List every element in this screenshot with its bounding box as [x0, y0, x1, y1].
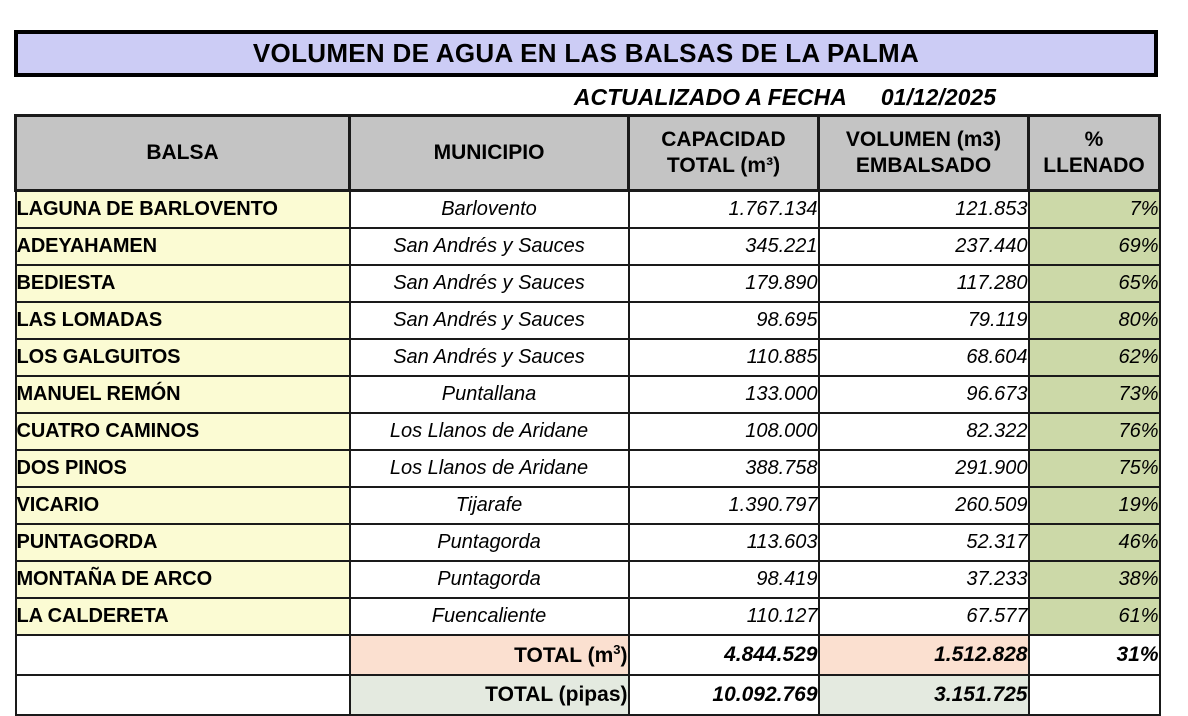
table-row: [16, 598, 1160, 635]
table-row: [16, 376, 1160, 413]
reservoir-volume-table: [14, 114, 1161, 716]
cell-municipio: Tijarafe: [350, 487, 629, 524]
table-row: [16, 561, 1160, 598]
total-label-text: TOTAL (m: [514, 644, 614, 667]
updated-row: [14, 82, 1158, 112]
column-header-municipio: [350, 116, 629, 191]
column-header-volumen-line1: VOLUMEN (m3): [845, 128, 1002, 152]
cell-municipio: Barlovento: [350, 191, 629, 229]
cell-porcentaje: 61%: [1029, 598, 1160, 635]
cell-balsa: ADEYAHAMEN: [16, 228, 350, 265]
table-row: [16, 487, 1160, 524]
cell-balsa: VICARIO: [16, 487, 350, 524]
total-capacidad: 4.844.529: [629, 635, 819, 675]
total-label: [350, 635, 629, 675]
cell-porcentaje: 69%: [1029, 228, 1160, 265]
cell-municipio: Fuencaliente: [350, 598, 629, 635]
total-row-spacer: [16, 635, 350, 675]
cell-porcentaje: 65%: [1029, 265, 1160, 302]
cell-volumen: 117.280: [819, 265, 1029, 302]
cell-municipio: San Andrés y Sauces: [350, 265, 629, 302]
cell-balsa: LAGUNA DE BARLOVENTO: [16, 191, 350, 229]
cell-capacidad: 1.390.797: [629, 487, 819, 524]
cell-porcentaje: 76%: [1029, 413, 1160, 450]
total-row: [16, 675, 1160, 715]
cell-porcentaje: 19%: [1029, 487, 1160, 524]
cell-volumen: 67.577: [819, 598, 1029, 635]
cell-porcentaje: 46%: [1029, 524, 1160, 561]
table-row: [16, 228, 1160, 265]
column-header-volumen: [819, 116, 1029, 191]
table-row: [16, 191, 1160, 229]
cell-municipio: San Andrés y Sauces: [350, 302, 629, 339]
cell-balsa: CUATRO CAMINOS: [16, 413, 350, 450]
table-row: [16, 265, 1160, 302]
column-header-porcentaje-line2: LLENADO: [1043, 154, 1145, 177]
total-label: TOTAL (pipas): [350, 675, 629, 715]
cell-volumen: 52.317: [819, 524, 1029, 561]
cell-porcentaje: 75%: [1029, 450, 1160, 487]
column-header-balsa: [16, 116, 350, 191]
cell-municipio: San Andrés y Sauces: [350, 339, 629, 376]
cell-municipio: Puntagorda: [350, 561, 629, 598]
title-banner: [14, 30, 1158, 77]
cell-municipio: San Andrés y Sauces: [350, 228, 629, 265]
page-title: VOLUMEN DE AGUA EN LAS BALSAS DE LA PALMA: [252, 38, 920, 68]
cell-porcentaje: 38%: [1029, 561, 1160, 598]
column-header-capacidad-line1: CAPACIDAD: [661, 128, 786, 152]
cell-municipio: Puntallana: [350, 376, 629, 413]
column-header-porcentaje-line1: %: [1084, 128, 1104, 152]
total-label-close: ): [620, 644, 628, 667]
cell-balsa: DOS PINOS: [16, 450, 350, 487]
column-header-balsa-label: BALSA: [146, 141, 219, 165]
cell-municipio: Los Llanos de Aridane: [350, 450, 629, 487]
column-header-capacidad-line2: TOTAL (m³): [666, 154, 781, 177]
cell-municipio: Puntagorda: [350, 524, 629, 561]
cell-volumen: 121.853: [819, 191, 1029, 229]
column-header-municipio-label: MUNICIPIO: [433, 141, 545, 165]
table-row: [16, 450, 1160, 487]
table-header-row: [16, 116, 1160, 191]
total-volumen: 1.512.828: [819, 635, 1029, 675]
updated-date: 01/12/2025: [880, 83, 996, 110]
column-header-volumen-line2: EMBALSADO: [855, 154, 992, 177]
cell-volumen: 291.900: [819, 450, 1029, 487]
cell-volumen: 37.233: [819, 561, 1029, 598]
cell-balsa: MONTAÑA DE ARCO: [16, 561, 350, 598]
table-row: [16, 413, 1160, 450]
cell-capacidad: 108.000: [629, 413, 819, 450]
total-row: [16, 635, 1160, 675]
total-capacidad: 10.092.769: [629, 675, 819, 715]
cell-capacidad: 98.695: [629, 302, 819, 339]
data-table-wrapper: [14, 114, 1158, 716]
updated-label: ACTUALIZADO A FECHA: [573, 83, 847, 110]
cell-volumen: 68.604: [819, 339, 1029, 376]
cell-volumen: 82.322: [819, 413, 1029, 450]
cell-balsa: LAS LOMADAS: [16, 302, 350, 339]
cell-balsa: MANUEL REMÓN: [16, 376, 350, 413]
cell-capacidad: 1.767.134: [629, 191, 819, 229]
cell-balsa: BEDIESTA: [16, 265, 350, 302]
cell-capacidad: 345.221: [629, 228, 819, 265]
cell-porcentaje: 7%: [1029, 191, 1160, 229]
cell-capacidad: 110.127: [629, 598, 819, 635]
total-label-superscript: 3: [613, 642, 621, 657]
table-row: [16, 339, 1160, 376]
cell-volumen: 260.509: [819, 487, 1029, 524]
cell-porcentaje: 62%: [1029, 339, 1160, 376]
total-volumen: 3.151.725: [819, 675, 1029, 715]
column-header-porcentaje: [1029, 116, 1160, 191]
total-porcentaje: [1029, 675, 1160, 715]
table-row: [16, 302, 1160, 339]
cell-balsa: LA CALDERETA: [16, 598, 350, 635]
cell-balsa: PUNTAGORDA: [16, 524, 350, 561]
cell-capacidad: 179.890: [629, 265, 819, 302]
cell-volumen: 96.673: [819, 376, 1029, 413]
cell-capacidad: 133.000: [629, 376, 819, 413]
cell-porcentaje: 73%: [1029, 376, 1160, 413]
cell-capacidad: 388.758: [629, 450, 819, 487]
cell-capacidad: 110.885: [629, 339, 819, 376]
total-row-spacer: [16, 675, 350, 715]
cell-volumen: 237.440: [819, 228, 1029, 265]
cell-capacidad: 113.603: [629, 524, 819, 561]
cell-porcentaje: 80%: [1029, 302, 1160, 339]
total-porcentaje: 31%: [1029, 635, 1160, 675]
cell-balsa: LOS GALGUITOS: [16, 339, 350, 376]
table-row: [16, 524, 1160, 561]
cell-capacidad: 98.419: [629, 561, 819, 598]
cell-volumen: 79.119: [819, 302, 1029, 339]
cell-municipio: Los Llanos de Aridane: [350, 413, 629, 450]
column-header-capacidad: [629, 116, 819, 191]
